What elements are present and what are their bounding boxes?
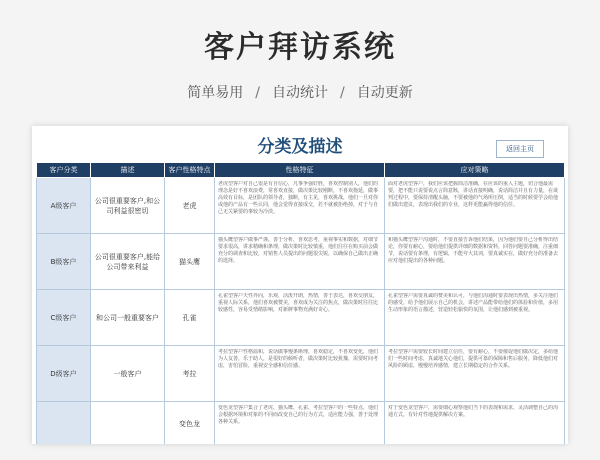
cell-trait[interactable]: 猫头鹰: [165, 234, 215, 290]
cell-trait[interactable]: 孔雀: [165, 290, 215, 346]
strategy-text: 孔雀型客户需要真诚的赞美和认可，与他们沟通时要表现出热情，多关注他们的感受，给予他们展示自己的机会，讲述产品能带给他们的体验和价值，多用生动形象的语言描述，营造轻松愉快的氛围，让他们感到被重视。: [388, 293, 559, 313]
cell-trait[interactable]: 老虎: [165, 178, 215, 234]
cell-description[interactable]: 公司很重要客户,和公司利益很密切: [91, 178, 165, 234]
table-row: [37, 346, 565, 402]
feature-text: 考拉型客户性格温和，说话做事慢条斯理，喜欢稳定，不喜欢变化，他们为人友善，乐于助人，是很好的倾听者，做决策时比较犹豫，需要时间考虑，害怕冒险，重视安全感和信任感。: [218, 349, 379, 369]
cell-feature[interactable]: [215, 402, 385, 445]
cell-category[interactable]: C级客户: [37, 290, 91, 346]
feature-text: 变色龙型客户集合了老虎、猫头鹰、孔雀、考拉型客户的一些特点，他们会根据环境和对象的不同而改变自己的行为方式，适应能力强，善于处理各种关系。: [218, 405, 379, 425]
cell-trait[interactable]: 变色龙: [165, 402, 215, 445]
cell-description[interactable]: 公司很重要客户,能给公司带来利益: [91, 234, 165, 290]
cell-feature[interactable]: [215, 290, 385, 346]
header-description: 描述: [91, 163, 165, 178]
cell-description[interactable]: [91, 402, 165, 445]
header-feature: 性格特征: [215, 163, 385, 178]
cell-strategy[interactable]: [385, 346, 565, 402]
strategy-text: 和猫头鹰型客户沟通时，不要直接告诉他们结果，因为他们要自己分析得出结论，你要有耐心，要给他们提供详细的数据和资料，回答问题要准确，注重细节，说话要有条理，有逻辑，不能夸大其词，要真诚实在，做好充分的准备去应对他们提出的各种问题。: [388, 237, 559, 264]
cell-category[interactable]: B级客户: [37, 234, 91, 290]
feature-easy: 简单易用: [187, 85, 244, 101]
header-category: 客户分类: [37, 163, 91, 178]
cell-trait[interactable]: 考拉: [165, 346, 215, 402]
cell-strategy[interactable]: [385, 234, 565, 290]
feature-text: 猫头鹰型客户做事严谨，善于分析，喜欢思考，重视事实和数据，对细节要求很高，讲求精确和条理，做决策时比较慎重，他们往往在购买前会做充分的调查和比较，对销售人员提出的问题很尖锐，以确保自己做出正确的选择。: [218, 237, 379, 264]
strategy-text: 对于变色龙型客户，需要细心观察他们当下的表现和需求，灵活调整自己的沟通方式，有针对性地提供解决方案。: [388, 405, 559, 418]
hero-banner: [0, 0, 600, 120]
table-row: [37, 402, 565, 445]
feature-update: 自动更新: [356, 85, 413, 101]
spreadsheet-preview: [32, 126, 568, 444]
header-strategy: 应对策略: [385, 163, 565, 178]
table-row: [37, 290, 565, 346]
cell-category[interactable]: [37, 402, 91, 445]
cell-description[interactable]: 一般客户: [91, 346, 165, 402]
header-trait: 客户性格特点: [165, 163, 215, 178]
back-home-button[interactable]: 返回主页: [496, 140, 544, 158]
feature-tagline: [0, 82, 600, 102]
cell-strategy[interactable]: [385, 178, 565, 234]
strategy-text: 考拉型客户需要较长时间建立信任，要有耐心，不要催促他们做决定，多给他们一些时间考虑，真诚地关心他们，提供可靠的保障和售后服务，降低他们对风险的顾虑，慢慢培养感情，建立长期稳定的合作关系。: [388, 349, 559, 369]
separator: /: [255, 85, 260, 101]
table-header-row: [37, 163, 565, 178]
cell-strategy[interactable]: [385, 290, 565, 346]
category-table: [36, 162, 565, 444]
cell-category[interactable]: A级客户: [37, 178, 91, 234]
separator: /: [340, 85, 345, 101]
cell-category[interactable]: D级客户: [37, 346, 91, 402]
feature-text: 孔雀型客户天性外向，乐观，活泼开朗，热情，善于表达，喜欢交朋友，重视人际关系，他们喜欢被赞美，喜欢成为关注的焦点，做决策时往往比较感性，容易受情绪影响，对新鲜事物充满好奇心。: [218, 293, 379, 313]
table-row: [37, 234, 565, 290]
cell-feature[interactable]: [215, 178, 385, 234]
table-row: [37, 178, 565, 234]
cell-feature[interactable]: [215, 346, 385, 402]
cell-feature[interactable]: [215, 234, 385, 290]
cell-strategy[interactable]: [385, 402, 565, 445]
feature-text: 老虎型客户对自己很是有自信心，凡事争强好胜，喜欢控制别人，他们的理念是好不喜欢浪费，常喜欢直接，做决策比较刚断，不喜欢拖延，做事高效有目标，是团队的领导者，独断，有主见，喜欢挑战，他们一旦对你或他的产品有一些认同，他会觉得直接成交，若不就被拒绝掉，对于与自己无关紧要的事较为冷淡。: [218, 181, 379, 215]
cell-description[interactable]: 和公司一般重要客户: [91, 290, 165, 346]
sheet-title: 分类及描述: [257, 137, 343, 157]
feature-stats: 自动统计: [272, 85, 328, 101]
strategy-text: 面对老虎型客户，我们应该把握简洁准确，在应该的重入主题，切合他最需要，把不能只说要说点言简意赅，讲话直接明确，说话简洁并且有力量，在谈判过程中，要保持清醒头脑，不要被他的气场所压倒，适当的时候要学会给他们做出建议，表现出我们的专业，这样更能赢得他的信任。: [388, 181, 559, 208]
page-title: 客户拜访系统: [204, 30, 396, 65]
